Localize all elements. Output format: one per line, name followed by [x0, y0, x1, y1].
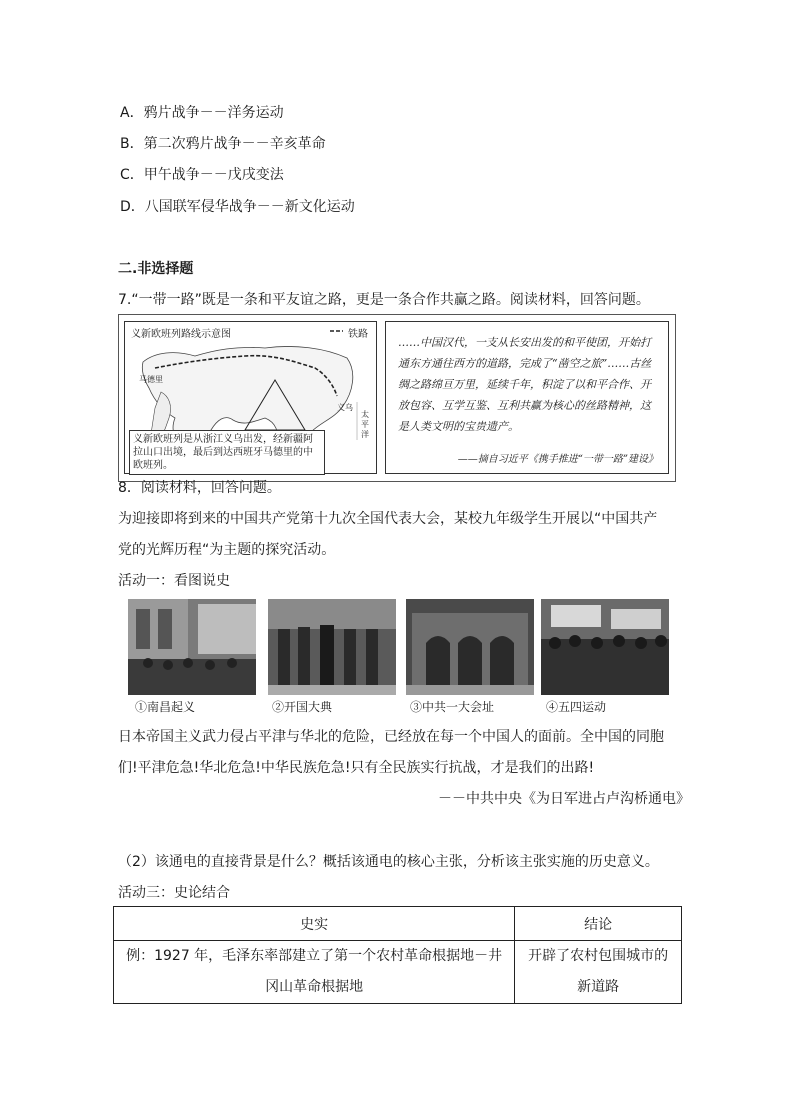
material-line1: 日本帝国主义武力侵占平津与华北的危险，已经放在每一个中国人的面前。全中国的同胞: [118, 729, 664, 745]
q8-prompt: 8．阅读材料，回答问题。: [118, 480, 281, 496]
map-legend: 铁路: [348, 329, 368, 340]
photo-first-congress-site: [406, 599, 534, 695]
q7-prompt: 7.“一带一路”既是一条和平友谊之路，更是一条合作共赢之路。阅读材料，回答问题。: [118, 292, 650, 308]
photo-founding-ceremony: [268, 599, 396, 695]
map-title: 义新欧班列路线示意图: [131, 329, 231, 340]
material-line2: 们!平津危急!华北危急!中华民族危急!只有全民族实行抗战，才是我们的出路!: [118, 760, 595, 776]
q8-intro-line1: 为迎接即将到来的中国共产党第十九次全国代表大会，某校九年级学生开展以“中国共产: [118, 511, 658, 527]
option-d: D．八国联军侵华战争－－新文化运动: [120, 199, 355, 215]
map-label-madrid: 马德里: [139, 375, 163, 384]
question-2: （2）该通电的直接背景是什么？概括该通电的核心主张，分析该主张实施的历史意义。: [118, 854, 659, 870]
q8-intro-line2: 党的光辉历程“为主题的探究活动。: [118, 542, 336, 558]
table-header-row: [114, 907, 682, 941]
q7-material-frame: [118, 314, 676, 482]
quote-panel: [385, 321, 669, 474]
activity-3-heading: 活动三：史论结合: [118, 885, 230, 901]
photo-nanchang-uprising: [128, 599, 256, 695]
table-header-fact: 史实: [114, 907, 515, 941]
material-source: －－中共中央《为日军进占卢沟桥通电》: [438, 791, 690, 807]
map-label-yiwu: 义乌: [337, 403, 353, 412]
route-map: [124, 321, 377, 474]
table-row: [114, 941, 682, 1004]
quote-source: ——摘自习近平《携手推进“一带一路”建设》: [457, 454, 658, 465]
map-note: 义新欧班列是从浙江义乌出发，经新疆阿拉山口出境，最后到达西班牙马德里的中欧班列。: [129, 430, 325, 475]
section-heading: 二.非选择题: [118, 261, 194, 277]
option-b: B．第二次鸦片战争－－辛亥革命: [120, 136, 326, 152]
caption-4: ④五四运动: [546, 700, 607, 714]
map-label-pacific: 太平洋: [361, 410, 369, 439]
option-a: A．鸦片战争－－洋务运动: [120, 105, 284, 121]
caption-2: ②开国大典: [272, 700, 333, 714]
caption-3: ③中共一大会址: [410, 700, 495, 714]
photo-may-fourth-movement: [541, 599, 669, 695]
option-c: C．甲午战争－－戊戌变法: [120, 167, 284, 183]
quote-text: ……中国汉代，一支从长安出发的和平使团，开始打通东方通往西方的道路，完成了“凿空之旅”……古丝绸之路绵亘万里，延续千年，积淀了以和平合作、开放包容、互学互鉴、互利共赢为核心的丝路精神，这是人类文明的宝贵遗产。: [398, 336, 652, 433]
history-table: [113, 906, 682, 1004]
table-header-conclusion: 结论: [515, 907, 682, 941]
table-cell-fact: 例：1927 年，毛泽东率部建立了第一个农村革命根据地－井冈山革命根据地: [114, 941, 515, 1004]
table-cell-conclusion: 开辟了农村包围城市的新道路: [515, 941, 682, 1004]
activity-1-heading: 活动一：看图说史: [118, 573, 230, 589]
caption-1: ①南昌起义: [135, 700, 196, 714]
